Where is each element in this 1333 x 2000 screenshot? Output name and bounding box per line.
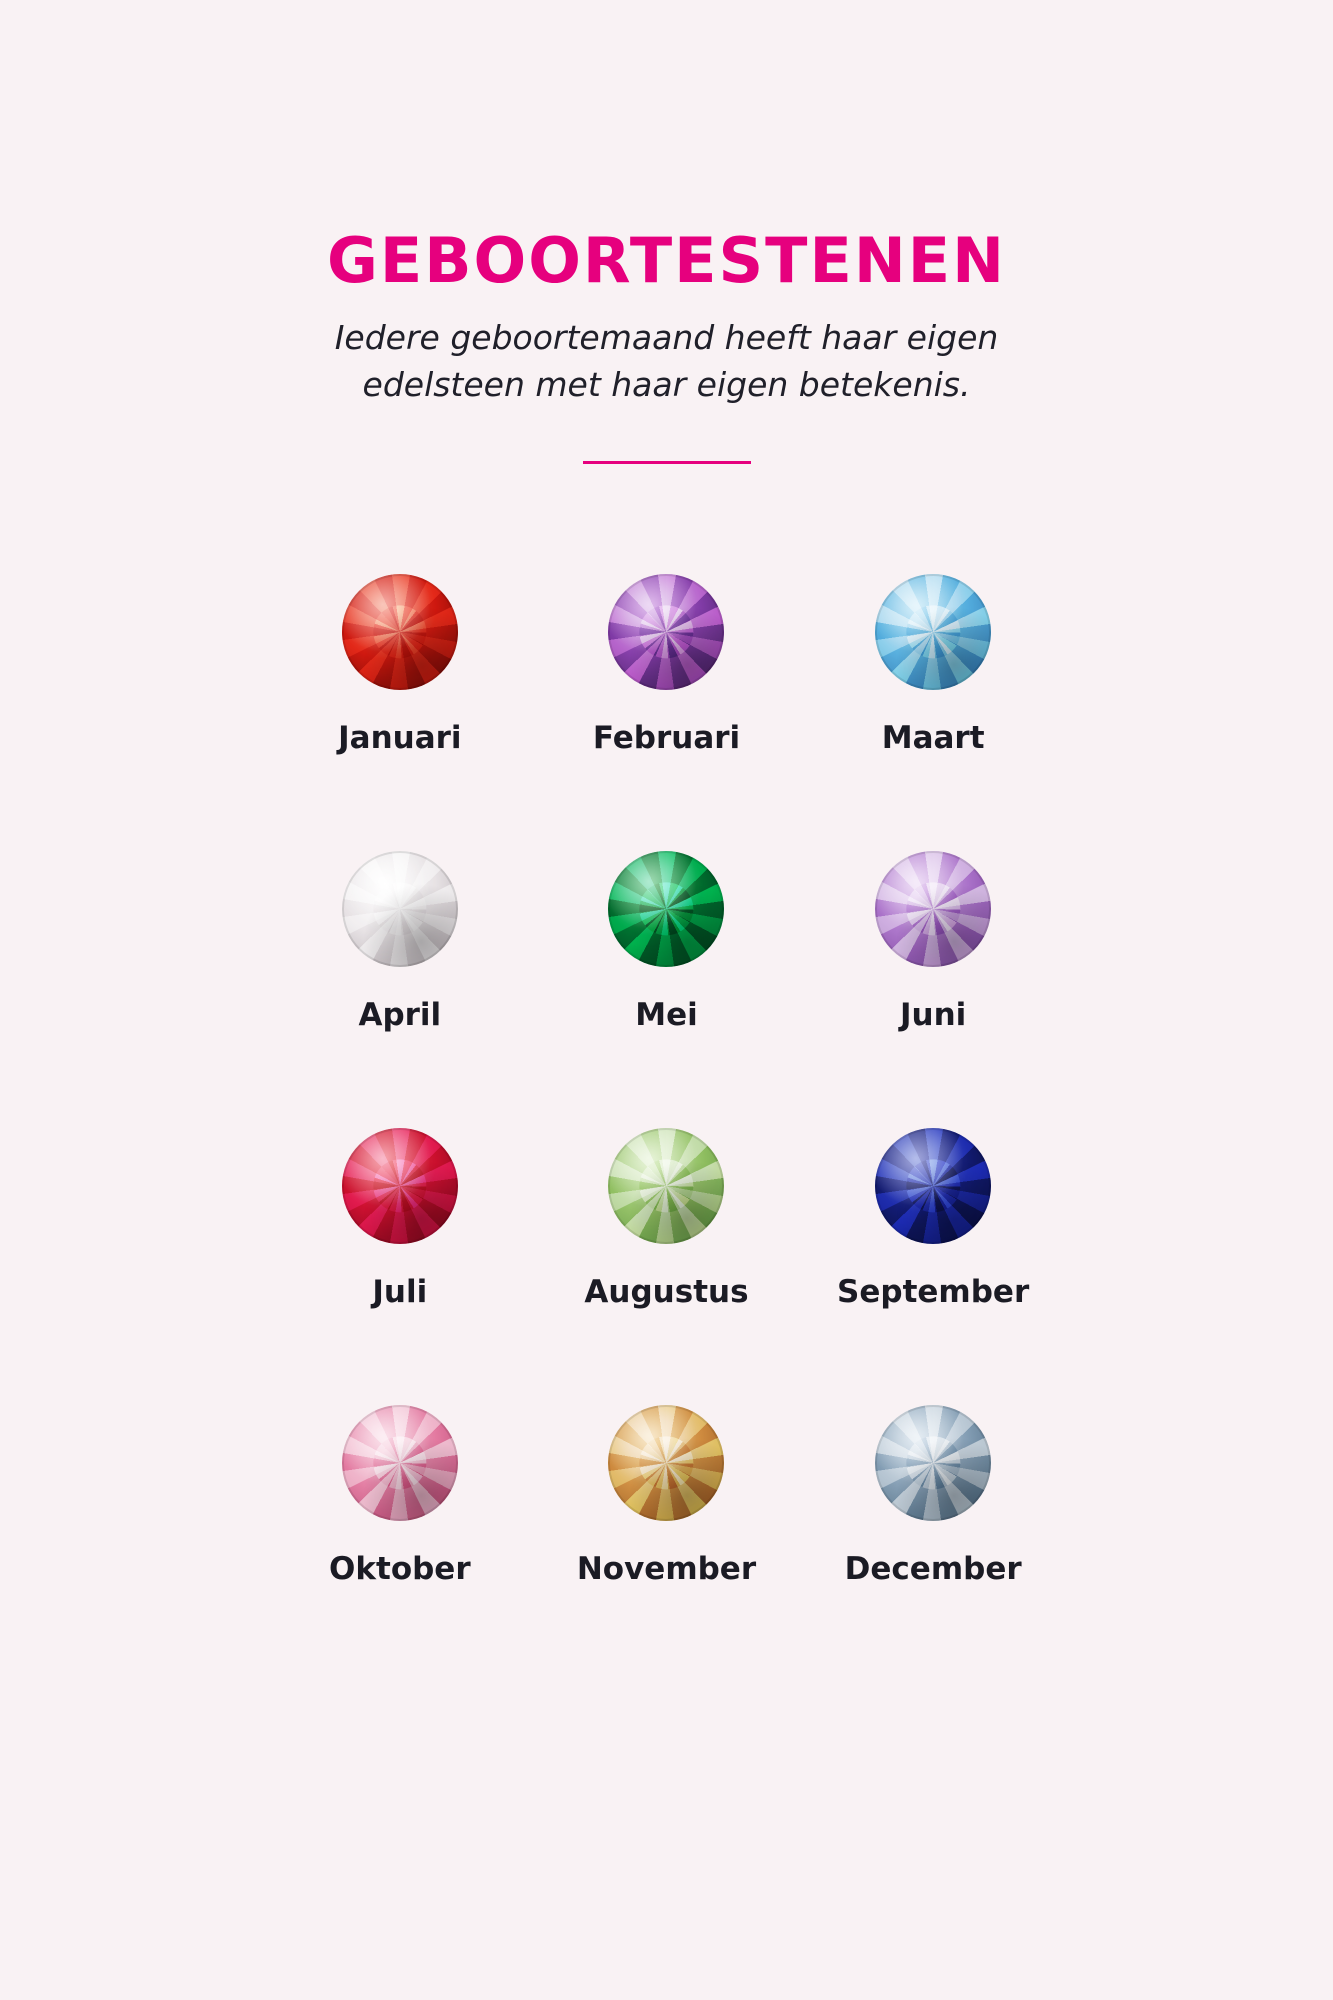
birthstone-item [329, 1405, 471, 1682]
gem-icon-december [875, 1405, 991, 1521]
month-label: Maart [881, 719, 985, 756]
gem-body [875, 1405, 991, 1521]
gem-rim [608, 851, 724, 967]
gem-rim [875, 1128, 991, 1244]
gem-body [608, 1128, 724, 1244]
gem-rim [875, 1405, 991, 1521]
gem-icon-juli [342, 1128, 458, 1244]
gem-icon-maart [875, 574, 991, 690]
gem-icon-januari [342, 574, 458, 690]
month-label: November [576, 1550, 757, 1587]
month-label: April [358, 996, 442, 1033]
page-title: GEBOORTESTENEN [327, 224, 1006, 297]
gem-body [342, 1405, 458, 1521]
gem-body [342, 851, 458, 967]
gem-rim [875, 851, 991, 967]
month-label: September [837, 1273, 1030, 1310]
birthstone-item [584, 1128, 748, 1405]
poster-header [0, 224, 1333, 464]
month-label: Oktober [329, 1550, 471, 1587]
month-label: December [844, 1550, 1022, 1587]
birthstone-item [875, 574, 991, 851]
month-label: Januari [338, 719, 462, 756]
birthstone-item [338, 574, 461, 851]
month-label: Augustus [584, 1273, 749, 1310]
gem-rim [342, 574, 458, 690]
birthstone-item [837, 1128, 1029, 1405]
gem-body [875, 851, 991, 967]
birthstone-item [593, 574, 740, 851]
gem-rim [608, 574, 724, 690]
page-subtitle: Iedere geboortemaand heeft haar eigen edelsteen met haar eigen betekenis. [334, 318, 999, 404]
gem-rim [342, 851, 458, 967]
month-label: Juli [372, 1273, 428, 1310]
gem-rim [875, 574, 991, 690]
gem-body [875, 1128, 991, 1244]
gem-icon-juni [875, 851, 991, 967]
gem-icon-mei [608, 851, 724, 967]
gem-icon-augustus [608, 1128, 724, 1244]
birthstone-item [875, 851, 991, 1128]
gem-body [342, 574, 458, 690]
month-label: Juni [900, 996, 967, 1033]
birthstone-item [608, 851, 724, 1128]
divider [583, 461, 751, 464]
gem-icon-november [608, 1405, 724, 1521]
birthstone-grid [267, 574, 1067, 1682]
gem-body [342, 1128, 458, 1244]
gem-icon-februari [608, 574, 724, 690]
birthstone-item [342, 1128, 458, 1405]
birthstone-item [342, 851, 458, 1128]
gem-rim [608, 1128, 724, 1244]
gem-rim [342, 1405, 458, 1521]
gem-rim [342, 1128, 458, 1244]
month-label: Februari [592, 719, 741, 756]
birthstone-item [845, 1405, 1022, 1682]
gem-icon-april [342, 851, 458, 967]
gem-body [608, 574, 724, 690]
gem-rim [608, 1405, 724, 1521]
gem-body [608, 851, 724, 967]
gem-icon-oktober [342, 1405, 458, 1521]
gem-icon-september [875, 1128, 991, 1244]
gem-body [875, 574, 991, 690]
gem-body [608, 1405, 724, 1521]
month-label: Mei [635, 996, 698, 1033]
birthstone-item [577, 1405, 756, 1682]
